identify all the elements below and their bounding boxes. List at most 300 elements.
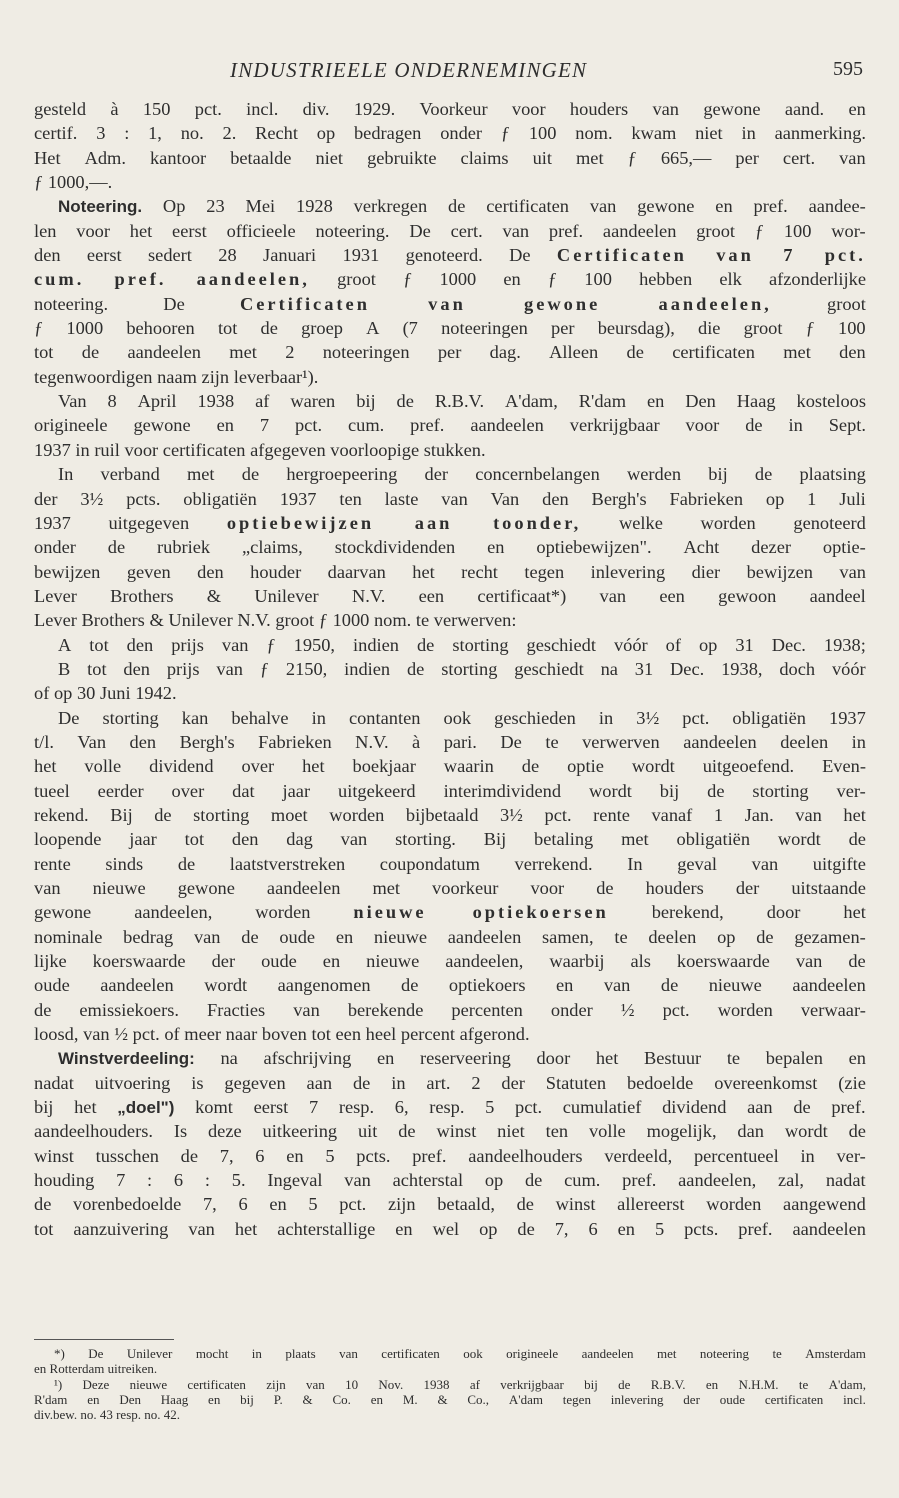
word	[422, 389, 427, 413]
word	[258, 803, 263, 827]
word	[474, 194, 479, 218]
word	[604, 998, 609, 1022]
word	[824, 316, 829, 340]
word: tot	[34, 342, 54, 363]
word	[420, 1217, 425, 1241]
word	[428, 121, 433, 145]
text-line	[34, 827, 866, 851]
word: pct.	[194, 99, 222, 119]
word: en	[370, 1391, 383, 1407]
word	[744, 925, 749, 949]
word: betaling	[534, 829, 594, 850]
word: per	[735, 147, 759, 168]
word	[505, 1217, 510, 1241]
text-line	[34, 462, 866, 486]
word: uit	[357, 1121, 378, 1142]
word: ½	[620, 999, 635, 1020]
word: laste	[384, 488, 419, 509]
word	[335, 706, 340, 730]
emphasis-word: Certificaten	[239, 293, 370, 314]
word	[817, 1377, 820, 1392]
word: na	[600, 658, 618, 679]
word: de	[81, 342, 100, 363]
word	[333, 413, 338, 437]
word	[636, 925, 641, 949]
text-line	[34, 511, 866, 535]
word	[397, 560, 402, 584]
word: en	[286, 1145, 304, 1166]
word	[813, 413, 818, 437]
word: groot	[743, 318, 783, 339]
word	[52, 316, 57, 340]
page-number: 595	[833, 58, 863, 80]
word	[333, 657, 338, 681]
word	[647, 146, 652, 170]
word: met	[372, 878, 401, 898]
word: wel	[432, 1218, 460, 1239]
word: 1928	[296, 196, 333, 217]
word: pct.	[662, 999, 690, 1020]
word	[797, 292, 802, 316]
word	[784, 389, 789, 413]
word	[605, 827, 610, 851]
word	[838, 730, 843, 754]
word	[168, 706, 173, 730]
word: Mei	[245, 196, 276, 217]
word	[638, 803, 643, 827]
word	[326, 487, 331, 511]
word	[477, 487, 482, 511]
word: van	[502, 220, 530, 241]
word: (7	[402, 318, 418, 339]
word	[591, 1144, 596, 1168]
word	[204, 316, 209, 340]
word: rente	[593, 804, 630, 825]
word	[581, 584, 586, 608]
word: koerswaarde	[676, 951, 770, 972]
emphasis-word: van	[428, 293, 466, 314]
word: t/l.	[34, 731, 54, 752]
word: Brothers	[81, 610, 145, 631]
word: incl.	[246, 99, 279, 119]
word: pct.	[294, 415, 323, 436]
word	[751, 1046, 756, 1070]
word	[125, 389, 130, 413]
word: loosd,	[34, 1024, 79, 1045]
word	[734, 1095, 739, 1119]
word	[216, 146, 221, 170]
word	[568, 730, 573, 754]
word: als	[630, 951, 651, 972]
word: 1937	[34, 439, 71, 460]
word: van	[652, 99, 680, 119]
word	[535, 998, 540, 1022]
word: van	[751, 853, 779, 874]
word: 7,	[219, 1145, 234, 1166]
word	[249, 876, 254, 900]
word	[672, 1392, 675, 1407]
word: Dec.	[670, 658, 705, 679]
word: en	[216, 415, 234, 436]
word	[531, 803, 536, 827]
word: hergroepeering	[286, 464, 398, 485]
word	[111, 925, 116, 949]
word: In	[58, 464, 74, 485]
word	[206, 511, 211, 535]
word	[769, 146, 774, 170]
word	[89, 706, 94, 730]
word: 42.	[163, 1407, 181, 1423]
word	[327, 243, 332, 267]
word	[64, 219, 69, 243]
word: bij	[708, 464, 728, 485]
word: op	[717, 926, 736, 947]
word: betaald,	[437, 1194, 495, 1215]
word	[81, 779, 86, 803]
text-line	[34, 779, 866, 803]
word: optiekoers	[448, 975, 526, 996]
word: verwaar-	[800, 999, 866, 1020]
word: te	[545, 731, 559, 752]
word	[197, 1392, 200, 1407]
word	[414, 1071, 419, 1095]
word: lijke	[34, 951, 67, 972]
word	[573, 779, 578, 803]
word	[191, 998, 196, 1022]
word	[339, 97, 344, 121]
word: certif.	[34, 123, 78, 144]
word: 100	[783, 220, 812, 241]
word	[75, 1346, 78, 1361]
word	[113, 657, 118, 681]
word: nieuwe	[708, 975, 762, 996]
word: inlevering	[590, 561, 666, 582]
footnote-line	[34, 1407, 866, 1422]
emphasis-word	[491, 292, 499, 316]
word: noteeringen	[441, 318, 528, 339]
word: waarbij	[549, 951, 605, 972]
emphasis-word	[626, 292, 634, 316]
word: &	[149, 610, 164, 631]
word: nieuwe	[373, 926, 428, 947]
word: 1929.	[353, 99, 396, 119]
word: claims	[460, 147, 509, 168]
word: meer	[184, 1024, 222, 1045]
word: ƒ	[500, 123, 511, 144]
word	[703, 267, 708, 291]
word: en	[322, 951, 341, 972]
word	[160, 219, 165, 243]
word	[639, 1377, 642, 1392]
word	[730, 413, 735, 437]
word: oude	[719, 1391, 745, 1407]
emphasis-word: toonder,	[493, 512, 582, 533]
word	[821, 657, 826, 681]
word	[398, 730, 403, 754]
word: art.	[426, 1072, 451, 1093]
word: is	[191, 1072, 204, 1093]
word	[598, 511, 603, 535]
word	[605, 1217, 610, 1241]
word: Fabrieken	[258, 731, 332, 752]
word: verwerven	[582, 731, 660, 752]
text-line	[34, 243, 866, 267]
word: verkregen	[353, 196, 428, 217]
word	[701, 998, 706, 1022]
word	[201, 413, 206, 437]
word: eerst	[253, 1097, 289, 1118]
word	[578, 876, 583, 900]
word	[178, 1071, 183, 1095]
word: aanzuivering	[73, 1218, 169, 1239]
word: div.bew.	[34, 1407, 78, 1423]
word	[353, 146, 358, 170]
word: vóór	[831, 658, 866, 679]
word: allereerst	[617, 1194, 685, 1215]
word	[166, 730, 171, 754]
word	[76, 657, 81, 681]
word: Van	[77, 731, 107, 752]
word: de	[745, 415, 763, 436]
word	[773, 876, 778, 900]
word: wordt	[588, 780, 632, 801]
word	[68, 754, 73, 778]
word: tot	[89, 634, 109, 655]
word	[247, 316, 252, 340]
word	[379, 827, 384, 851]
word: zal,	[778, 1170, 805, 1191]
word	[424, 267, 429, 291]
word	[730, 316, 735, 340]
word: dezer	[751, 537, 791, 558]
word: dag	[286, 829, 313, 850]
word: certificaat*)	[477, 585, 567, 606]
word: optiebewijzen".	[536, 537, 652, 558]
word	[282, 633, 287, 657]
word: aandeelen,	[134, 902, 213, 923]
word: vanaf	[651, 804, 693, 825]
word: A'dam,	[504, 391, 558, 412]
word	[732, 803, 737, 827]
word	[384, 389, 389, 413]
word: die	[698, 318, 721, 339]
word: 28	[218, 245, 237, 266]
word: de	[618, 1376, 631, 1392]
word	[551, 1168, 556, 1192]
word: 1,	[148, 123, 162, 144]
word: pct.	[132, 1024, 160, 1045]
word	[502, 1095, 507, 1119]
word	[726, 1217, 731, 1241]
text-line	[34, 1071, 866, 1095]
word	[724, 389, 729, 413]
word	[294, 1071, 299, 1095]
word: elk	[719, 269, 742, 290]
word: den	[839, 342, 866, 363]
word	[182, 1095, 187, 1119]
word: onder	[550, 999, 593, 1020]
word	[486, 730, 491, 754]
word	[792, 1346, 795, 1361]
word	[627, 876, 632, 900]
word: en	[503, 269, 521, 290]
word	[295, 1192, 300, 1216]
word: nominale	[34, 926, 103, 947]
word	[218, 706, 223, 730]
word: prijs	[166, 658, 200, 679]
word	[272, 1346, 275, 1361]
word: de	[352, 1072, 371, 1093]
word	[577, 194, 582, 218]
word: de	[34, 999, 52, 1020]
word: in	[75, 439, 90, 460]
word	[792, 316, 797, 340]
word: pct.	[515, 1097, 543, 1118]
word: de	[596, 878, 614, 898]
word	[575, 560, 580, 584]
word: 23	[206, 196, 225, 217]
word: volle	[84, 756, 122, 777]
text-line	[34, 949, 866, 973]
word: Juli	[839, 488, 866, 509]
word	[489, 1071, 494, 1095]
word	[134, 1168, 139, 1192]
word	[180, 97, 185, 121]
word: afschrijving	[263, 1048, 352, 1069]
word: in	[251, 1346, 262, 1361]
emphasis-word	[395, 292, 403, 316]
word: van	[795, 951, 823, 972]
word	[689, 97, 694, 121]
word: N.V.	[237, 610, 271, 631]
text-line	[34, 194, 866, 218]
word: en	[376, 1048, 395, 1069]
word	[303, 219, 308, 243]
word: origineele	[506, 1346, 559, 1361]
word	[238, 1346, 241, 1361]
word: 1000	[332, 610, 370, 631]
footnote-rule	[34, 1339, 174, 1340]
word: van	[795, 804, 822, 825]
word: Is	[173, 1121, 188, 1142]
footnotes	[34, 1346, 866, 1422]
word	[770, 97, 775, 121]
word: tot	[217, 318, 238, 339]
word	[654, 633, 659, 657]
word: Co.	[332, 1391, 351, 1407]
word	[825, 146, 830, 170]
word	[256, 1192, 261, 1216]
word	[359, 1392, 362, 1407]
word: B	[58, 658, 71, 679]
word: no.	[144, 1407, 161, 1423]
word: percent	[400, 1024, 456, 1045]
word	[542, 1192, 547, 1216]
word: 3½	[80, 488, 104, 509]
text-line	[34, 121, 866, 145]
word	[397, 219, 402, 243]
word: afgegeven	[250, 439, 326, 460]
word: aandeelhouders.	[34, 1121, 153, 1142]
word	[497, 1392, 500, 1407]
word: zijn	[201, 366, 230, 387]
word	[733, 535, 738, 559]
word	[606, 1377, 609, 1392]
word: 7	[116, 1170, 126, 1191]
word	[159, 876, 164, 900]
word: len	[34, 220, 57, 241]
word: obligatiën	[676, 829, 751, 850]
word: 6	[238, 1194, 248, 1215]
word: of	[34, 683, 50, 704]
word	[417, 1095, 422, 1119]
word: tegenwoordigen	[34, 366, 153, 387]
word	[108, 1392, 111, 1407]
word: dat	[232, 780, 255, 801]
word	[823, 340, 828, 364]
word: N.H.M.	[738, 1376, 779, 1392]
word	[211, 633, 216, 657]
word	[533, 1071, 538, 1095]
word: kosteloos	[796, 391, 866, 412]
word: Nov.	[378, 1376, 404, 1392]
word: 31	[634, 658, 654, 679]
word	[568, 267, 573, 291]
word: afzonderlijke	[768, 269, 866, 290]
word: certificaten	[187, 1376, 246, 1392]
word	[192, 1168, 197, 1192]
word: groot	[275, 610, 315, 631]
word: 8	[107, 391, 117, 412]
word: de	[241, 464, 260, 485]
word: 1937	[279, 488, 317, 509]
word	[133, 754, 138, 778]
word	[766, 730, 771, 754]
word	[708, 1392, 711, 1407]
word: inlevering	[610, 1391, 664, 1407]
word: „claims,	[242, 537, 303, 558]
word: reserveering	[419, 1048, 511, 1069]
word: en	[705, 1376, 719, 1392]
word: bij	[240, 1391, 254, 1407]
word: in	[741, 123, 756, 144]
section-heading-word: „doel")	[117, 1098, 175, 1118]
word	[638, 97, 643, 121]
word: ƒ	[754, 220, 765, 241]
word	[342, 121, 347, 145]
word	[719, 706, 724, 730]
word	[70, 146, 75, 170]
word	[538, 973, 543, 997]
word: geschiedt	[514, 658, 584, 679]
text-line	[34, 681, 866, 705]
word: aandeelen	[470, 415, 544, 436]
word: genoteerd	[793, 512, 866, 533]
word: origineele	[34, 415, 108, 436]
word	[354, 876, 359, 900]
word: 1000	[66, 318, 104, 339]
word	[644, 1346, 647, 1361]
text-line	[34, 413, 866, 437]
word: uit	[532, 147, 552, 168]
word: 100	[528, 123, 557, 144]
word: worden	[700, 512, 756, 533]
word	[223, 1217, 228, 1241]
word	[430, 657, 435, 681]
word: Juni	[99, 683, 131, 704]
word	[611, 462, 616, 486]
word	[467, 827, 472, 851]
